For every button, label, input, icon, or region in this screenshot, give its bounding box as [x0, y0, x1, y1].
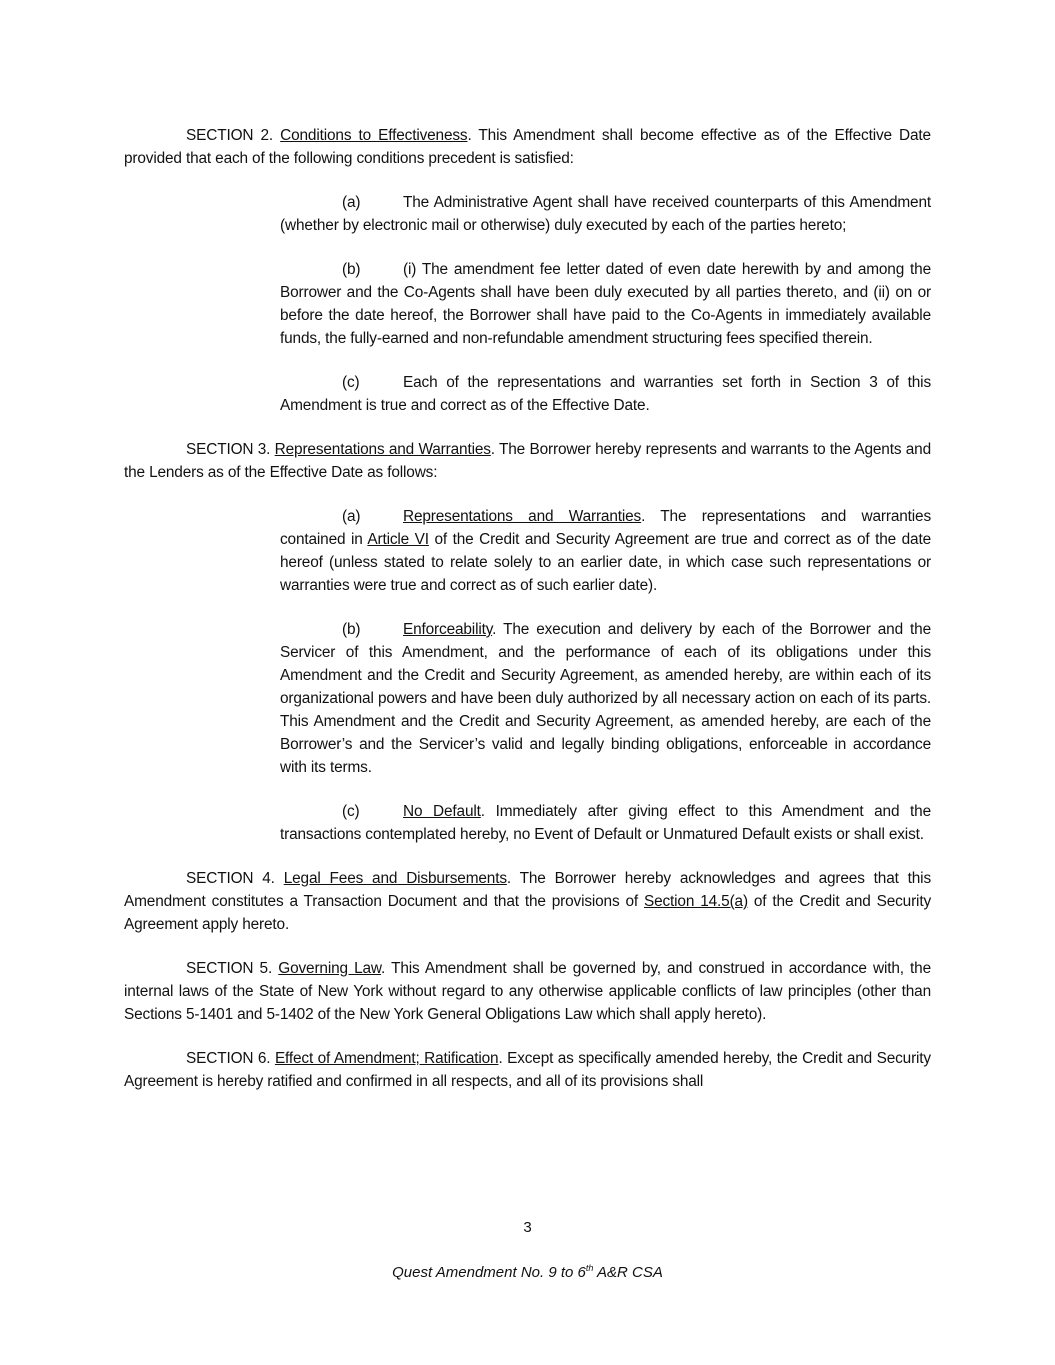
- paragraph-text: of the Credit and Security Agreement are true and correct as of the date hereof (unless stated to relate solely to an earlier date, in which case such representations or warranties were true and correct as of such earlier date).: [280, 531, 931, 594]
- paragraph-text: Each of the representations and warranties set forth in Section 3 of this Amendment is true and correct as of the Effective Date.: [280, 374, 931, 414]
- paragraph-text: . Immediately after giving effect to this Amendment and the transactions contemplated hereby, no Event of Default or Unmatured Default exists or shall exist.: [280, 803, 931, 843]
- subparagraph-label: (c): [342, 803, 360, 820]
- underlined-heading: No Default: [403, 803, 481, 820]
- subparagraph: [280, 505, 931, 597]
- paragraph-text: The Administrative Agent shall have received counterparts of this Amendment (whether by electronic mail or otherwise) duly executed by each of the parties hereto;: [280, 194, 931, 234]
- subparagraph-label: (b): [342, 261, 361, 278]
- section-paragraph: [124, 1047, 931, 1093]
- paragraph-text: . The Borrower hereby represents and warrants to the Agents and the Lenders as of the Effective Date as follows:: [124, 441, 931, 481]
- document-body: [124, 124, 931, 1114]
- subparagraph-label: (b): [342, 621, 361, 638]
- footer-text-end: A&R CSA: [593, 1264, 663, 1281]
- underlined-heading: Enforceability: [403, 621, 493, 638]
- section-paragraph: [124, 438, 931, 484]
- subparagraph: [280, 191, 931, 237]
- paragraph-text: SECTION 5.: [186, 960, 279, 977]
- subparagraph: [280, 371, 931, 417]
- subparagraph: [280, 258, 931, 350]
- underlined-heading: Representations and Warranties: [403, 508, 642, 525]
- paragraph-text: . This Amendment shall be governed by, and construed in accordance with, the internal laws of the State of New York without regard to any otherwise applicable conflicts of law principles (other than Sections 5-1401 and 5-1402 of the New York General Obligations Law which shall apply hereto).: [124, 960, 931, 1023]
- paragraph-text: . The Borrower hereby acknowledges and agrees that this Amendment constitutes a Transaction Document and that the provisions of: [124, 870, 931, 910]
- paragraph-text: . Except as specifically amended hereby, the Credit and Security Agreement is hereby ratified and confirmed in all respects, and all of its provisions shall: [124, 1050, 931, 1090]
- section-paragraph: [124, 124, 931, 170]
- paragraph-text: SECTION 4.: [186, 870, 284, 887]
- underlined-heading: Legal Fees and Disbursements: [283, 870, 507, 887]
- underlined-heading: Effect of Amendment; Ratification: [274, 1050, 499, 1067]
- footer-text: Quest Amendment No. 9 to 6: [392, 1264, 586, 1281]
- subparagraph: [280, 618, 931, 779]
- underlined-heading: Section 14.5(a): [643, 893, 748, 910]
- subparagraph-label: (a): [342, 194, 361, 211]
- paragraph-text: SECTION 2.: [186, 127, 281, 144]
- section-paragraph: [124, 867, 931, 936]
- underlined-heading: Representations and Warranties: [274, 441, 491, 458]
- footer: [0, 1263, 1055, 1281]
- paragraph-text: of the Credit and Security Agreement apply hereto.: [124, 893, 931, 933]
- paragraph-text: (i) The amendment fee letter dated of even date herewith by and among the Borrower and the Co-Agents shall have been duly executed by all parties thereto, and (ii) on or before the date hereof, the Borrower shall have paid to the Co-Agents in immediately available funds, the fully-earned and non-refundable amendment structuring fees specified therein.: [280, 261, 931, 347]
- paragraph-text: SECTION 3.: [186, 441, 275, 458]
- underlined-heading: Governing Law: [278, 960, 382, 977]
- paragraph-text: . This Amendment shall become effective as of the Effective Date provided that each of the following conditions precedent is satisfied:: [124, 127, 931, 167]
- paragraph-text: . The representations and warranties contained in: [280, 508, 931, 548]
- subparagraph-label: (a): [342, 508, 361, 525]
- subparagraph: [280, 800, 931, 846]
- underlined-heading: Conditions to Effectiveness: [280, 127, 468, 144]
- page-number: 3: [523, 1219, 532, 1236]
- footer-superscript: th: [585, 1263, 594, 1273]
- paragraph-text: SECTION 6.: [186, 1050, 275, 1067]
- subparagraph-label: (c): [342, 374, 360, 391]
- paragraph-text: . The execution and delivery by each of the Borrower and the Servicer of this Amendment, and the performance of each of its obligations under this Amendment and the Credit and Security Agreement, as amended hereby, are within each of its organizational powers and have been duly authorized by all necessary action on each of its parts. This Amendment and the Credit and Security Agreement, as amended hereby, are each of the Borrower’s and the Servicer’s valid and legally binding obligations, enforceable in accordance with its terms.: [280, 621, 931, 776]
- section-paragraph: [124, 957, 931, 1026]
- underlined-heading: Article VI: [367, 531, 429, 548]
